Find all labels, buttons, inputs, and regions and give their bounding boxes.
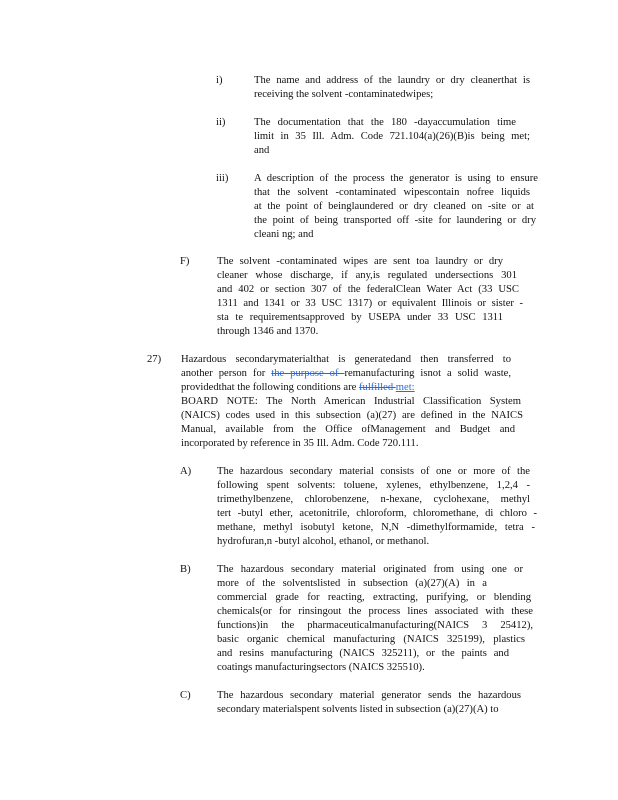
item-a-line-2: following spent solvents: toluene, xylenes, ethylbenzene, 1,2,4 -: [217, 480, 530, 491]
item-27-line-3: [181, 381, 511, 395]
item-iii-line-3: at the point of beinglaundered or dry cleaned on -site or at: [254, 201, 534, 212]
item-a-label: A): [180, 466, 192, 477]
item-27-line-2: [181, 367, 511, 381]
item-f-line-4: 1311 and 1341 or 33 USC 1317) or equivalent Illinois or sister -: [217, 298, 523, 309]
item-b-line-1: The hazardous secondary material originated from using one or: [217, 564, 523, 575]
item-27-label: 27): [147, 354, 162, 365]
board-note-line-4: incorporated by reference in 35 Ill. Adm. Code 720.111.: [181, 438, 419, 449]
item-27-line-2-text-b: remanufacturing isnot a solid waste,: [344, 368, 511, 379]
item-b-line-2: more of the solventslisted in subsection (a)(27)(A) in a: [217, 578, 487, 589]
item-iii-label: iii): [216, 173, 229, 184]
item-a-line-3: trimethylbenzene, chlorobenzene, n-hexane, cyclohexane, methyl: [217, 494, 530, 505]
item-c-line-2: secondary materialspent solvents listed in subsection (a)(27)(A) to: [217, 704, 499, 715]
item-a-line-5: methane, methyl isobutyl ketone, N,N -dimethylformamide, tetra -: [217, 522, 535, 533]
item-b-line-4: chemicals(or for rinsingout the process lines associated with these: [217, 606, 533, 617]
board-note-line-1: BOARD NOTE: The North American Industrial Classification System: [181, 396, 521, 407]
item-b-label: B): [180, 564, 191, 575]
item-b-line-5: functions)in the pharmaceuticalmanufacturing(NAICS 3 25412),: [217, 620, 533, 631]
board-note-line-2: (NAICS) codes used in this subsection (a)(27) are defined in the NAICS: [181, 410, 523, 421]
deleted-text-fulfilled: fulfilled: [359, 382, 396, 393]
inserted-text-met: met: [395, 382, 412, 393]
item-c-line-1: The hazardous secondary material generator sends the hazardous: [217, 690, 521, 701]
item-f-label: F): [180, 256, 190, 267]
item-i-label: i): [216, 75, 223, 86]
board-note-line-3: Manual, available from the Office ofManagement and Budget and: [181, 424, 515, 435]
item-27-line-2-text-a: another person for: [181, 368, 272, 379]
item-b-line-3: commercial grade for reacting, extracting, purifying, or blending: [217, 592, 531, 603]
item-27-line-1: Hazardous secondarymaterialthat is generatedand then transferred to: [181, 354, 511, 365]
item-f-line-1: The solvent -contaminated wipes are sent toa laundry or dry: [217, 256, 503, 267]
item-27-line-3-text-a: providedthat the following conditions are: [181, 382, 359, 393]
item-ii-line-2: limit in 35 Ill. Adm. Code 721.104(a)(26)(B)is being met;: [254, 131, 530, 142]
item-iii-line-4: the point of being transported off -site for laundering or dry: [254, 215, 536, 226]
item-c-label: C): [180, 690, 191, 701]
item-f-line-3: and 402 or section 307 of the federalClean Water Act (33 USC: [217, 284, 519, 295]
item-b-line-8: coatings manufacturingsectors (NAICS 325510).: [217, 662, 425, 673]
item-iii-line-5: cleani ng; and: [254, 229, 314, 240]
item-ii-line-3: and: [254, 145, 270, 156]
item-ii-line-1: The documentation that the 180 -dayaccumulation time: [254, 117, 516, 128]
item-b-line-6: basic organic chemical manufacturing (NAICS 325199), plastics: [217, 634, 525, 645]
item-f-line-6: through 1346 and 1370.: [217, 326, 319, 337]
item-f-line-2: cleaner whose discharge, if any,is regulated undersections 301: [217, 270, 517, 281]
item-b-line-7: and resins manufacturing (NAICS 325211), or the paints and: [217, 648, 509, 659]
item-i-line-2: receiving the solvent -contaminatedwipes;: [254, 89, 434, 100]
item-a-line-1: The hazardous secondary material consists of one or more of the: [217, 466, 530, 477]
deleted-text-the-purpose-of: the purpose of: [271, 368, 345, 379]
item-i-line-1: The name and address of the laundry or dry cleanerthat is: [254, 75, 530, 86]
item-a-line-4: tert -butyl ether, acetonitrile, chloroform, chloromethane, di chloro -: [217, 508, 537, 519]
item-ii-label: ii): [216, 117, 226, 128]
item-27-line-3-colon: :: [411, 382, 415, 393]
item-f-line-5: sta te requirementsapproved by USEPA under 33 USC 1311: [217, 312, 503, 323]
item-a-line-6: hydrofuran,n -butyl alcohol, ethanol, or methanol.: [217, 536, 430, 547]
item-iii-line-2: that the solvent -contaminated wipescontain nofree liquids: [254, 187, 530, 198]
item-iii-line-1: A description of the process the generator is using to ensure: [254, 173, 538, 184]
